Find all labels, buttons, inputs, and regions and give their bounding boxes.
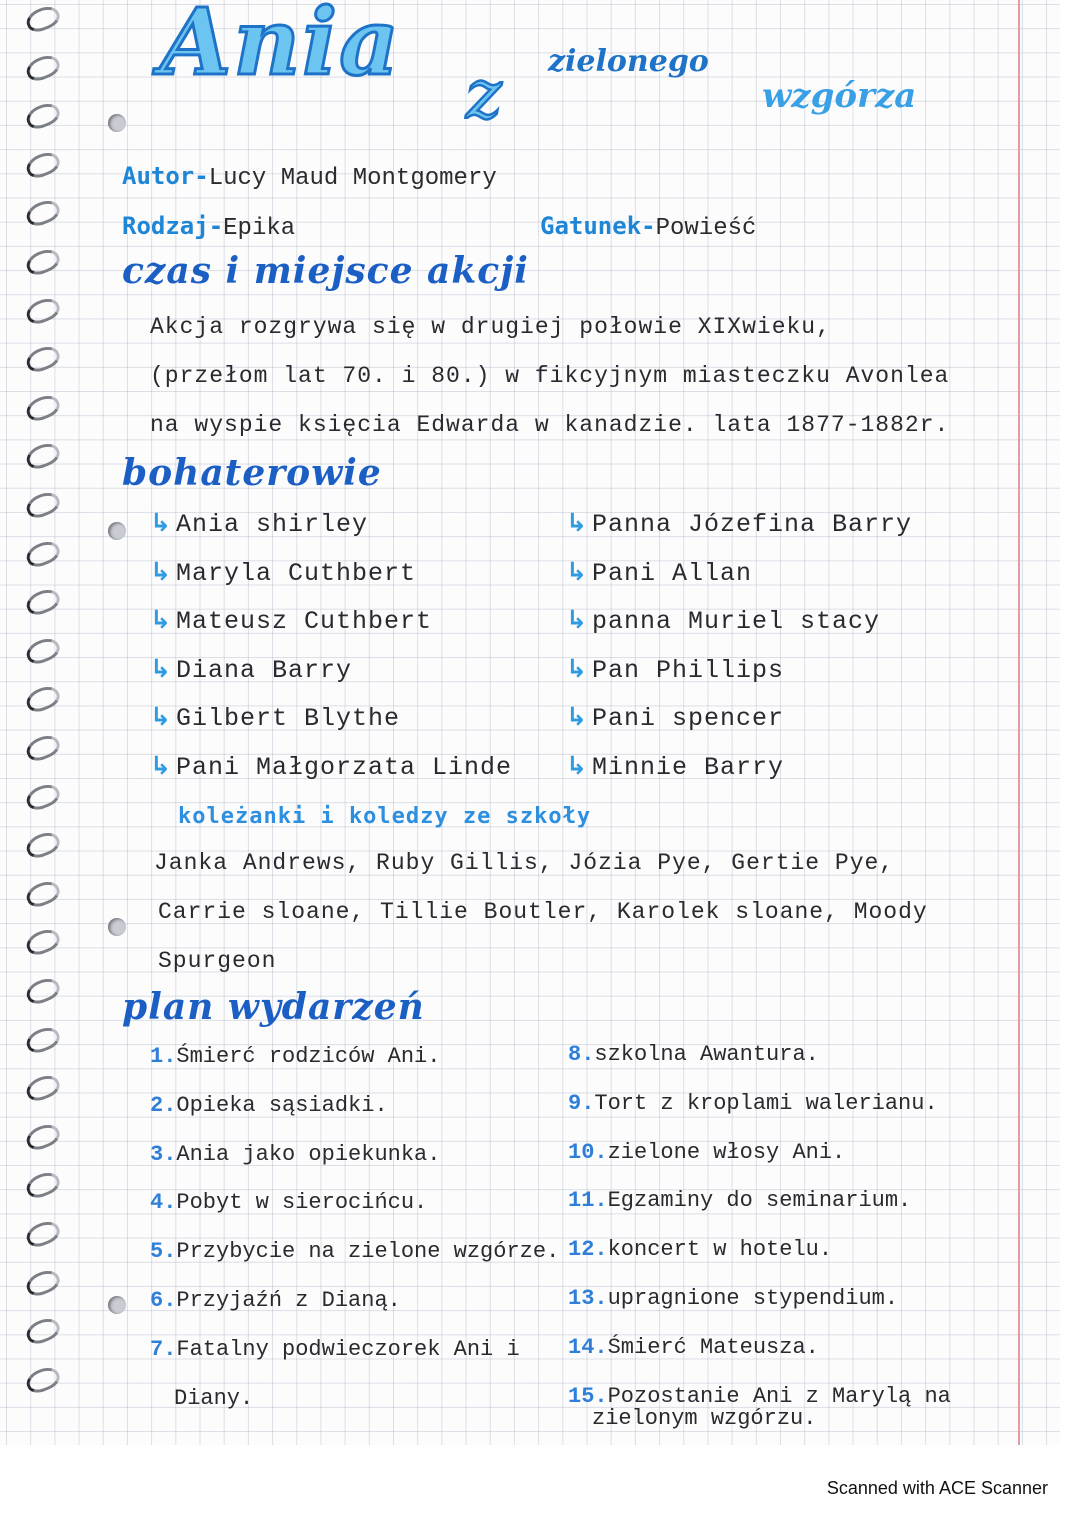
character-item xyxy=(150,751,512,782)
event-text: Fatalny podwieczorek Ani i xyxy=(176,1336,520,1362)
genre-row xyxy=(122,212,295,242)
school-line: Janka Andrews, Ruby Gillis, Józia Pye, Gertie Pye, xyxy=(154,850,895,876)
event-item xyxy=(568,1286,898,1311)
event-number: 11. xyxy=(568,1188,608,1214)
event-item xyxy=(568,1335,819,1360)
event-item xyxy=(150,1288,401,1313)
event-text: Śmierć Mateusza. xyxy=(607,1334,819,1360)
plan-heading: plan wydarzeń xyxy=(122,986,425,1028)
character-item xyxy=(150,654,352,685)
genre-value: Epika xyxy=(223,215,296,242)
spiral-ring xyxy=(23,1072,63,1105)
arrow-icon: ↳ xyxy=(150,702,172,731)
spiral-ring xyxy=(23,488,63,521)
character-name: panna Muriel stacy xyxy=(591,607,880,636)
event-number: 5. xyxy=(150,1239,177,1265)
event-item xyxy=(150,1239,559,1264)
arrow-icon: ↳ xyxy=(150,750,172,780)
spiral-ring xyxy=(23,343,63,376)
event-number: 14. xyxy=(568,1334,608,1360)
event-item xyxy=(568,1091,938,1116)
character-name: Pani Allan xyxy=(591,558,752,588)
spiral-ring xyxy=(23,1120,63,1153)
character-name: Diana Barry xyxy=(175,655,352,685)
author-label: Autor- xyxy=(122,162,209,190)
event-number: 9. xyxy=(568,1090,595,1116)
spiral-ring xyxy=(23,586,63,619)
spiral-ring xyxy=(23,197,63,230)
spiral-ring xyxy=(23,391,63,424)
event-text: Pobyt w sierocińcu. xyxy=(176,1190,428,1216)
event-text: zielonym wzgórzu. xyxy=(592,1405,817,1431)
arrow-icon: ↳ xyxy=(566,750,588,780)
spiral-binding xyxy=(0,0,70,1445)
setting-line: (przełom lat 70. i 80.) w fikcyjnym miasteczku Avonlea xyxy=(150,363,950,389)
character-item xyxy=(150,605,432,636)
characters-heading: bohaterowie xyxy=(122,452,382,494)
event-text: szkolna Awantura. xyxy=(594,1042,819,1067)
character-item xyxy=(566,654,784,685)
event-text: Przyjaźń z Dianą. xyxy=(176,1288,401,1313)
event-item xyxy=(568,1237,832,1262)
title-word-1: zielonego xyxy=(548,44,709,79)
arrow-icon: ↳ xyxy=(150,653,172,683)
event-number: 15. xyxy=(568,1383,608,1409)
school-line: Carrie sloane, Tillie Boutler, Karolek sloane, Moody xyxy=(158,899,928,925)
event-text: Pozostanie Ani z Marylą na xyxy=(607,1383,951,1409)
scanner-watermark: Scanned with ACE Scanner xyxy=(826,1478,1048,1498)
event-text: zielone włosy Ani. xyxy=(607,1139,846,1165)
character-name: Pan Phillips xyxy=(591,655,784,685)
title-word-2: wzgórza xyxy=(762,76,917,116)
setting-line: Akcja rozgrywa się w drugiej połowie XIXwieku, xyxy=(150,314,831,340)
arrow-icon: ↳ xyxy=(566,702,588,731)
character-name: Maryla Cuthbert xyxy=(175,558,416,588)
spiral-ring xyxy=(23,829,63,862)
type-label: Gatunek- xyxy=(540,212,656,240)
spiral-ring xyxy=(23,440,63,473)
event-item xyxy=(568,1188,911,1213)
arrow-icon: ↳ xyxy=(150,556,172,586)
spiral-ring xyxy=(23,1266,63,1299)
event-item xyxy=(174,1386,253,1411)
spiral-ring xyxy=(23,877,63,910)
character-name: Mateusz Cuthbert xyxy=(175,607,432,636)
arrow-icon: ↳ xyxy=(566,605,588,634)
spiral-ring xyxy=(23,1169,63,1202)
punch-hole xyxy=(108,522,126,540)
character-item xyxy=(566,702,784,733)
spiral-ring xyxy=(23,51,63,84)
character-name: Pani spencer xyxy=(591,704,784,733)
arrow-icon: ↳ xyxy=(566,653,588,683)
event-item xyxy=(150,1142,440,1167)
event-number: 10. xyxy=(568,1139,608,1165)
character-name: Ania shirley xyxy=(175,510,368,539)
title-z: z xyxy=(466,56,502,135)
spiral-ring xyxy=(23,1363,63,1396)
spiral-ring xyxy=(23,974,63,1007)
event-item xyxy=(592,1406,816,1431)
character-item xyxy=(150,702,400,733)
character-item xyxy=(150,508,368,539)
character-item xyxy=(566,557,752,588)
author-value: Lucy Maud Montgomery xyxy=(208,165,497,192)
event-item xyxy=(150,1093,388,1118)
event-text: Opieka sąsiadki. xyxy=(176,1092,388,1118)
event-text: Egzaminy do seminarium. xyxy=(607,1188,912,1214)
spiral-ring xyxy=(23,1217,63,1250)
event-number: 3. xyxy=(150,1141,177,1167)
school-heading: koleżanki i koledzy ze szkoły xyxy=(178,804,592,829)
event-text: koncert w hotelu. xyxy=(607,1237,833,1263)
spiral-ring xyxy=(23,245,63,278)
spiral-ring xyxy=(23,634,63,667)
punch-hole xyxy=(108,918,126,936)
spiral-ring xyxy=(23,100,63,133)
character-item xyxy=(566,751,784,782)
arrow-icon: ↳ xyxy=(150,508,172,537)
event-text: Diany. xyxy=(174,1385,254,1411)
arrow-icon: ↳ xyxy=(150,605,172,634)
spiral-ring xyxy=(23,148,63,181)
spiral-ring xyxy=(23,1315,63,1348)
character-name: Pani Małgorzata Linde xyxy=(175,752,513,782)
event-text: Śmierć rodziców Ani. xyxy=(176,1044,441,1069)
event-text: Przybycie na zielone wzgórze. xyxy=(176,1239,560,1265)
arrow-icon: ↳ xyxy=(566,556,588,586)
event-number: 8. xyxy=(568,1042,595,1067)
title-main: Ania xyxy=(160,0,401,96)
punch-hole xyxy=(108,1296,126,1314)
event-number: 13. xyxy=(568,1286,608,1311)
spiral-ring xyxy=(23,294,63,327)
spiral-ring xyxy=(23,537,63,570)
event-item xyxy=(150,1044,440,1069)
event-item xyxy=(150,1337,520,1362)
event-text: Tort z kroplami walerianu. xyxy=(594,1090,938,1116)
spiral-ring xyxy=(23,926,63,959)
event-number: 4. xyxy=(150,1190,177,1216)
arrow-icon: ↳ xyxy=(566,508,588,537)
setting-heading: czas i miejsce akcji xyxy=(122,250,529,292)
type-value: Powieść xyxy=(655,215,757,242)
event-number: 6. xyxy=(150,1288,177,1313)
event-item xyxy=(150,1190,427,1215)
event-number: 2. xyxy=(150,1092,177,1118)
school-line: Spurgeon xyxy=(158,948,277,974)
spiral-ring xyxy=(23,780,63,813)
margin-line xyxy=(1018,0,1020,1445)
character-item xyxy=(150,557,416,588)
event-text: Ania jako opiekunka. xyxy=(176,1141,441,1167)
character-name: Gilbert Blythe xyxy=(175,704,400,733)
character-item xyxy=(566,508,912,539)
character-item xyxy=(566,605,880,636)
spiral-ring xyxy=(23,731,63,764)
character-name: Panna Józefina Barry xyxy=(591,510,913,539)
event-number: 1. xyxy=(150,1044,177,1069)
spiral-ring xyxy=(23,2,63,35)
punch-hole xyxy=(108,114,126,132)
setting-line: na wyspie księcia Edwarda w kanadzie. lata 1877-1882r. xyxy=(150,412,950,438)
genre-label: Rodzaj- xyxy=(122,212,224,240)
character-name: Minnie Barry xyxy=(591,752,784,782)
event-number: 7. xyxy=(150,1336,177,1362)
event-number: 12. xyxy=(568,1237,608,1263)
event-item xyxy=(568,1140,845,1165)
event-text: upragnione stypendium. xyxy=(607,1286,899,1311)
spiral-ring xyxy=(23,1023,63,1056)
spiral-ring xyxy=(23,683,63,716)
type-row xyxy=(540,212,756,242)
event-item xyxy=(568,1042,819,1067)
author-row xyxy=(122,162,497,192)
